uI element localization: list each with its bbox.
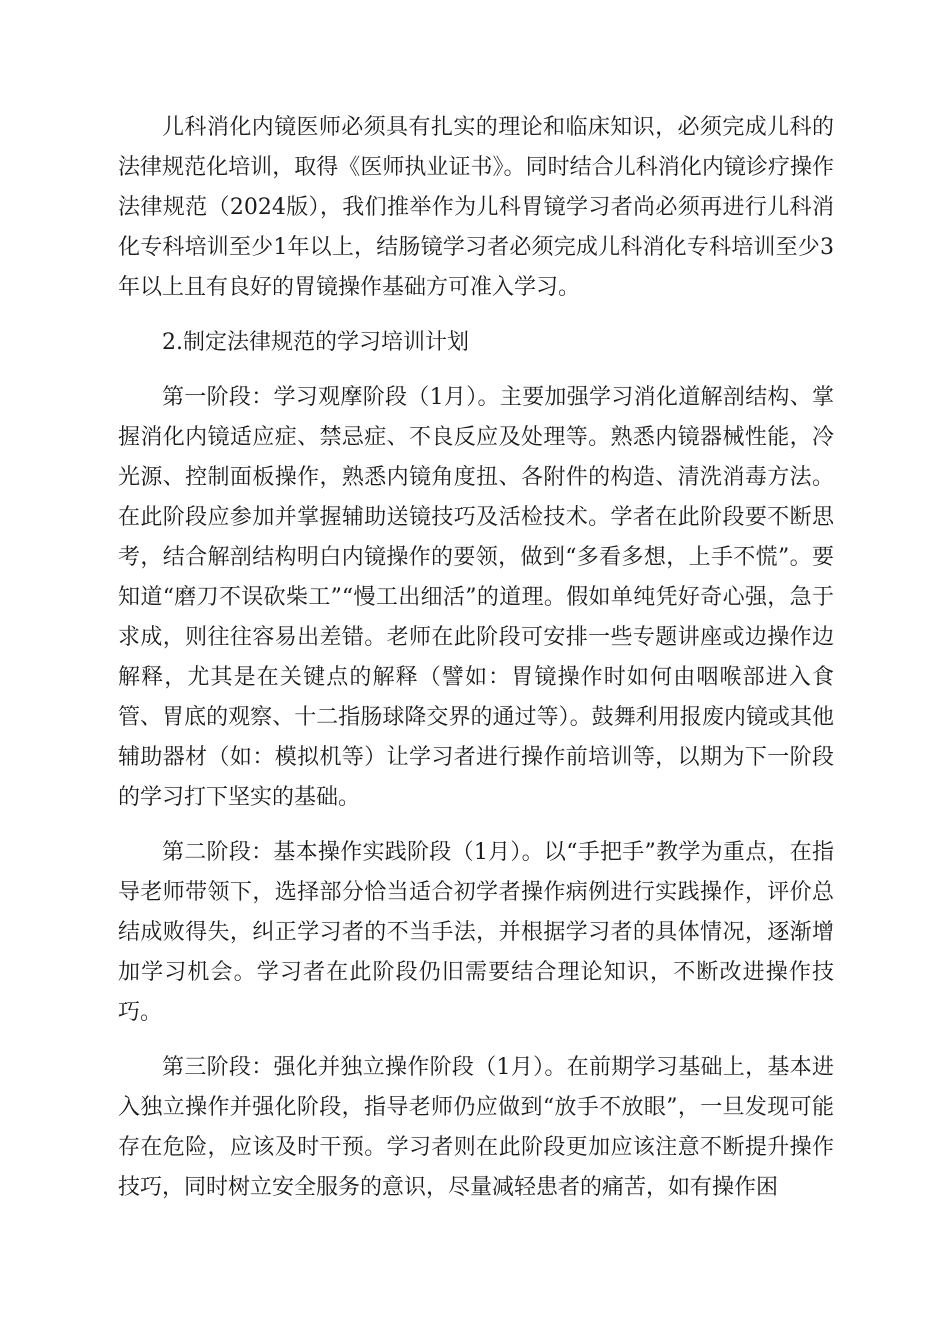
- paragraph-stage-one: 第一阶段：学习观摩阶段（1月）。主要加强学习消化道解剖结构、掌握消化内镜适应症、禁忌症、不良反应及处理等。熟悉内镜器械性能，冷光源、控制面板操作，熟悉内镜角度扭、各附件的构造、清洗消毒方法。在此阶段应参加并掌握辅助送镜技巧及活检技术。学者在此阶段要不断思考，结合解剖结构明白内镜操作的要领，做到“多看多想，上手不慌”。要知道“磨刀不误砍柴工”“慢工出细活”的道理。假如单纯凭好奇心强，急于求成，则往往容易出差错。老师在此阶段可安排一些专题讲座或边操作边解释，尤其是在关键点的解释（譬如：胃镜操作时如何由咽喉部进入食管、胃底的观察、十二指肠球降交界的通过等）。鼓舞利用报废内镜或其他辅助器材（如：模拟机等）让学习者进行操作前培训等，以期为下一阶段的学习打下坚实的基础。: [118, 385, 834, 810]
- document-page: [118, 108, 834, 1208]
- paragraph-stage-two: 第二阶段：基本操作实践阶段（1月）。以“手把手”教学为重点，在指导老师带领下，选择部分恰当适合初学者操作病例进行实践操作，评价总结成败得失，纠正学习者的不当手法，并根据学习者的具体情况，逐渐增加学习机会。学习者在此阶段仍旧需要结合理论知识，不断改进操作技巧。: [118, 840, 834, 1025]
- paragraph-qualifications: 儿科消化内镜医师必须具有扎实的理论和临床知识，必须完成儿科的法律规范化培训，取得《医师执业证书》。同时结合儿科消化内镜诊疗操作法律规范（2024版），我们推举作为儿科胃镜学习者尚必须再进行儿科消化专科培训至少1年以上，结肠镜学习者必须完成儿科消化专科培训至少3年以上且有良好的胃镜操作基础方可准入学习。: [118, 115, 834, 300]
- section-heading-training-plan: 2.制定法律规范的学习培训计划: [162, 330, 469, 355]
- paragraph-stage-three: 第三阶段：强化并独立操作阶段（1月）。在前期学习基础上，基本进入独立操作并强化阶段，指导老师仍应做到“放手不放眼”，一旦发现可能存在危险，应该及时干预。学习者则在此阶段更加应该注意不断提升操作技巧，同时树立安全服务的意识，尽量减轻患者的痛苦，如有操作困: [118, 1055, 834, 1200]
